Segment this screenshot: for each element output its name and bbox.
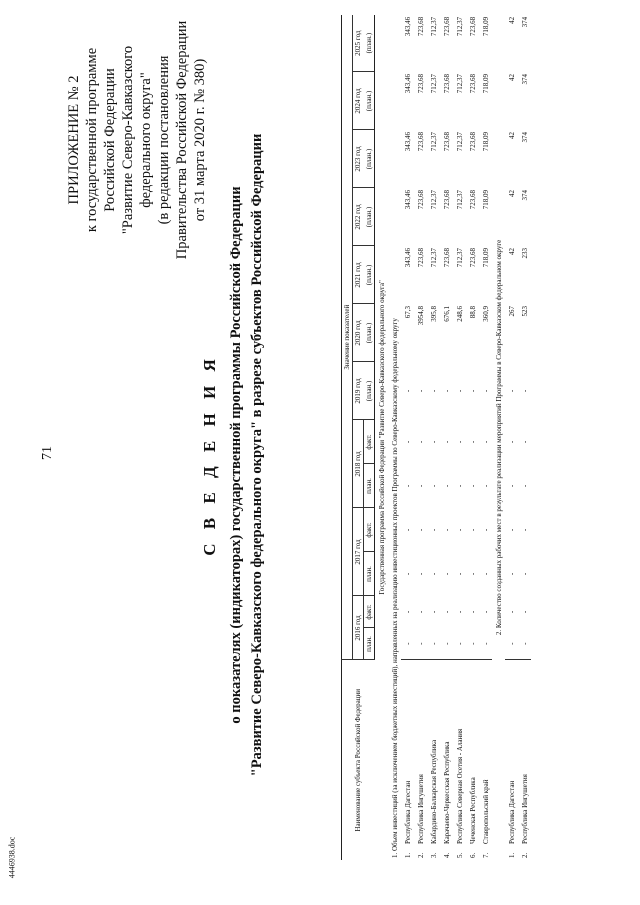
empty-value: -: [416, 610, 425, 614]
value-cell: 523: [520, 305, 529, 317]
empty-value: -: [468, 642, 477, 645]
subject-name: Республика Дагестан: [505, 660, 518, 846]
empty-value: -: [481, 440, 490, 444]
row-number: 5.: [455, 852, 464, 858]
table-row: [440, 15, 453, 860]
empty-value: -: [507, 389, 516, 393]
table-row: [401, 15, 414, 860]
value-cell: 723,68: [416, 73, 425, 94]
value-cell: 712,37: [429, 189, 438, 210]
value-cell: 374: [520, 16, 529, 28]
subject-name: Республика Ингушетия: [518, 660, 531, 846]
empty-value: -: [455, 484, 464, 488]
value-cell: 343,46: [403, 189, 412, 210]
value-cell: 233: [520, 247, 529, 259]
empty-value: -: [455, 642, 464, 645]
subject-name: Карачаево-Черкесская Республика: [440, 660, 453, 846]
table-row: [427, 15, 440, 860]
empty-value: -: [416, 484, 425, 488]
empty-value: -: [403, 572, 412, 576]
appendix-line: (в редакции постановления: [156, 55, 172, 225]
row-number: 2.: [520, 852, 529, 858]
value-cell: 723,68: [442, 131, 451, 152]
plan-fact-header: факт.: [364, 508, 375, 552]
value-cell: 712,37: [429, 73, 438, 94]
value-cell: 42: [507, 16, 516, 24]
empty-value: -: [442, 528, 451, 532]
subject-name: Республика Северная Осетия - Алания: [453, 660, 466, 846]
empty-value: -: [455, 389, 464, 393]
empty-value: -: [468, 610, 477, 614]
plan-header: (план.): [364, 72, 375, 130]
value-cell: 267: [507, 305, 516, 317]
empty-value: -: [520, 610, 529, 614]
empty-value: -: [429, 440, 438, 444]
appendix-line: к государственной программе: [84, 47, 100, 233]
subject-name: Ставропольский край: [479, 660, 492, 846]
value-cell: 712,37: [455, 247, 464, 268]
empty-value: -: [507, 610, 516, 614]
empty-value: -: [403, 440, 412, 444]
plan-header: (план.): [364, 362, 375, 420]
empty-value: -: [507, 484, 516, 488]
row-number: 1.: [403, 852, 412, 858]
value-cell: 42: [507, 131, 516, 139]
value-cell: 723,68: [442, 247, 451, 268]
empty-value: -: [481, 610, 490, 614]
indicators-table: [341, 15, 531, 860]
table-row: [453, 15, 466, 860]
empty-value: -: [455, 528, 464, 532]
empty-value: -: [455, 610, 464, 614]
empty-value: -: [455, 572, 464, 576]
empty-value: -: [520, 642, 529, 645]
subject-name: Кабардино-Балкарская Республика: [427, 660, 440, 846]
value-cell: 718,09: [481, 131, 490, 152]
value-cell: 712,37: [455, 73, 464, 94]
value-cell: 723,68: [416, 247, 425, 268]
empty-value: -: [455, 440, 464, 444]
row-number: 6.: [468, 852, 477, 858]
empty-value: -: [481, 389, 490, 393]
value-cell: 42: [507, 73, 516, 81]
year-header: 2020 год: [353, 304, 364, 362]
empty-value: -: [468, 440, 477, 444]
document-subtitle: о показателях (индикаторах) государственной программы Российской Федерации: [228, 186, 244, 724]
year-header: 2019 год: [353, 362, 364, 420]
indicator-row: 1. Объем инвестиций (за исключением бюджетных инвестиций), направленных на реализацию инвестиционных проектов Программы по Северо-Кавказскому федеральному округу: [390, 318, 399, 858]
empty-value: -: [468, 528, 477, 532]
table-row: [505, 15, 518, 860]
value-cell: 723,68: [468, 247, 477, 268]
empty-value: -: [403, 528, 412, 532]
empty-value: -: [507, 642, 516, 645]
table-header-subject: Наименование субъекта Российской Федерации: [342, 660, 375, 860]
plan-header: (план.): [364, 246, 375, 304]
plan-header: (план.): [364, 188, 375, 246]
value-cell: 712,37: [455, 16, 464, 37]
page-number: 71: [40, 445, 55, 460]
table-row: [518, 15, 531, 860]
empty-value: -: [481, 642, 490, 645]
appendix-line: Правительства Российской Федерации: [174, 20, 190, 260]
empty-value: -: [520, 440, 529, 444]
value-cell: 343,46: [403, 247, 412, 268]
empty-value: -: [429, 572, 438, 576]
empty-value: -: [468, 572, 477, 576]
row-number: 7.: [481, 852, 490, 858]
year-header: 2021 год: [353, 246, 364, 304]
plan-fact-header: факт.: [364, 596, 375, 628]
row-number: 4.: [442, 852, 451, 858]
value-cell: 3954,8: [416, 305, 425, 326]
empty-value: -: [442, 610, 451, 614]
value-cell: 723,68: [442, 73, 451, 94]
empty-value: -: [507, 440, 516, 444]
empty-value: -: [416, 528, 425, 532]
empty-value: -: [416, 642, 425, 645]
value-cell: 374: [520, 131, 529, 143]
indicator-row: 2. Количество созданных рабочих мест в результате реализации мероприятий Программы в Северо-Кавказском федеральном округе: [494, 239, 503, 636]
empty-value: -: [520, 389, 529, 393]
empty-value: -: [429, 484, 438, 488]
document-subtitle: "Развитие Северо-Кавказского федерального округа" в разрезе субъектов Российской Федерации: [249, 133, 265, 777]
value-cell: 723,68: [468, 131, 477, 152]
empty-value: -: [442, 642, 451, 645]
appendix-block: [65, 20, 209, 260]
indicator-1-rows: [401, 15, 492, 860]
value-cell: 718,09: [481, 189, 490, 210]
value-cell: 374: [520, 73, 529, 85]
document-title: С В Е Д Е Н И Я: [200, 354, 219, 556]
plan-fact-header: план.: [364, 464, 375, 508]
appendix-line: Российской Федерации: [102, 68, 118, 212]
value-cell: 374: [520, 189, 529, 201]
plan-fact-header: план.: [364, 628, 375, 660]
empty-value: -: [442, 440, 451, 444]
value-cell: 67,3: [403, 305, 412, 319]
value-cell: 88,8: [468, 305, 477, 319]
value-cell: 42: [507, 247, 516, 255]
value-cell: 723,68: [416, 131, 425, 152]
empty-value: -: [429, 642, 438, 645]
empty-value: -: [403, 642, 412, 645]
empty-value: -: [403, 610, 412, 614]
indicator-2-rows: [505, 15, 531, 860]
value-cell: 723,68: [468, 73, 477, 94]
empty-value: -: [442, 389, 451, 393]
empty-value: -: [468, 484, 477, 488]
empty-value: -: [520, 484, 529, 488]
empty-value: -: [403, 389, 412, 393]
file-name: 4446938.doc: [7, 836, 17, 878]
plan-fact-header: план.: [364, 552, 375, 596]
subject-name: Республика Дагестан: [401, 660, 414, 846]
empty-value: -: [416, 440, 425, 444]
empty-value: -: [429, 528, 438, 532]
value-cell: 712,37: [429, 131, 438, 152]
row-number: 2.: [416, 852, 425, 858]
plan-fact-header: факт.: [364, 420, 375, 464]
value-cell: 723,68: [468, 16, 477, 37]
appendix-line: федерального округа": [138, 72, 154, 208]
plan-header: (план.): [364, 304, 375, 362]
plan-header: (план.): [364, 15, 375, 72]
value-cell: 723,68: [416, 189, 425, 210]
appendix-line: ПРИЛОЖЕНИЕ № 2: [66, 75, 82, 205]
value-cell: 343,46: [403, 16, 412, 37]
value-cell: 248,6: [455, 305, 464, 322]
value-cell: 395,8: [429, 305, 438, 322]
empty-value: -: [520, 528, 529, 532]
value-cell: 723,68: [442, 16, 451, 37]
subject-name: Чеченская Республика: [466, 660, 479, 846]
document-page: [25, 10, 635, 880]
empty-value: -: [416, 389, 425, 393]
year-header: 2024 год: [353, 72, 364, 130]
value-cell: 712,37: [429, 16, 438, 37]
value-cell: 360,9: [481, 305, 490, 322]
table-row: [479, 15, 492, 860]
appendix-line: от 31 марта 2020 г. № 380): [192, 58, 208, 222]
empty-value: -: [468, 389, 477, 393]
year-header: 2022 год: [353, 188, 364, 246]
value-cell: 718,09: [481, 247, 490, 268]
year-header: 2016 год: [353, 596, 364, 660]
value-cell: 676,1: [442, 305, 451, 322]
empty-value: -: [481, 484, 490, 488]
value-cell: 712,37: [455, 189, 464, 210]
empty-value: -: [481, 528, 490, 532]
value-cell: 718,09: [481, 73, 490, 94]
value-cell: 42: [507, 189, 516, 197]
empty-value: -: [429, 389, 438, 393]
value-cell: 712,37: [429, 247, 438, 268]
appendix-line: "Развитие Северо-Кавказского: [120, 45, 136, 235]
empty-value: -: [507, 572, 516, 576]
value-cell: 712,37: [455, 131, 464, 152]
value-cell: 343,46: [403, 73, 412, 94]
year-header: 2017 год: [353, 508, 364, 596]
row-number: 3.: [429, 852, 438, 858]
empty-value: -: [416, 572, 425, 576]
value-cell: 723,68: [416, 16, 425, 37]
table-header-values: Значение показателей: [342, 15, 353, 660]
year-header: 2018 год: [353, 420, 364, 508]
value-cell: 723,68: [442, 189, 451, 210]
row-number: 1.: [507, 852, 516, 858]
subject-name: Республика Ингушетия: [414, 660, 427, 846]
year-header: 2025 год: [354, 30, 362, 56]
empty-value: -: [442, 572, 451, 576]
empty-value: -: [507, 528, 516, 532]
empty-value: -: [429, 610, 438, 614]
value-cell: 718,09: [481, 16, 490, 37]
table-row: [414, 15, 427, 860]
table-row: [466, 15, 479, 860]
empty-value: -: [442, 484, 451, 488]
empty-value: -: [520, 572, 529, 576]
value-cell: 343,46: [403, 131, 412, 152]
plan-header: (план.): [364, 130, 375, 188]
program-section-row: Государственная программа Российской Федерации "Развитие Северо-Кавказского федерального округа": [377, 280, 386, 595]
empty-value: -: [481, 572, 490, 576]
year-header: 2023 год: [353, 130, 364, 188]
value-cell: 723,68: [468, 189, 477, 210]
empty-value: -: [403, 484, 412, 488]
